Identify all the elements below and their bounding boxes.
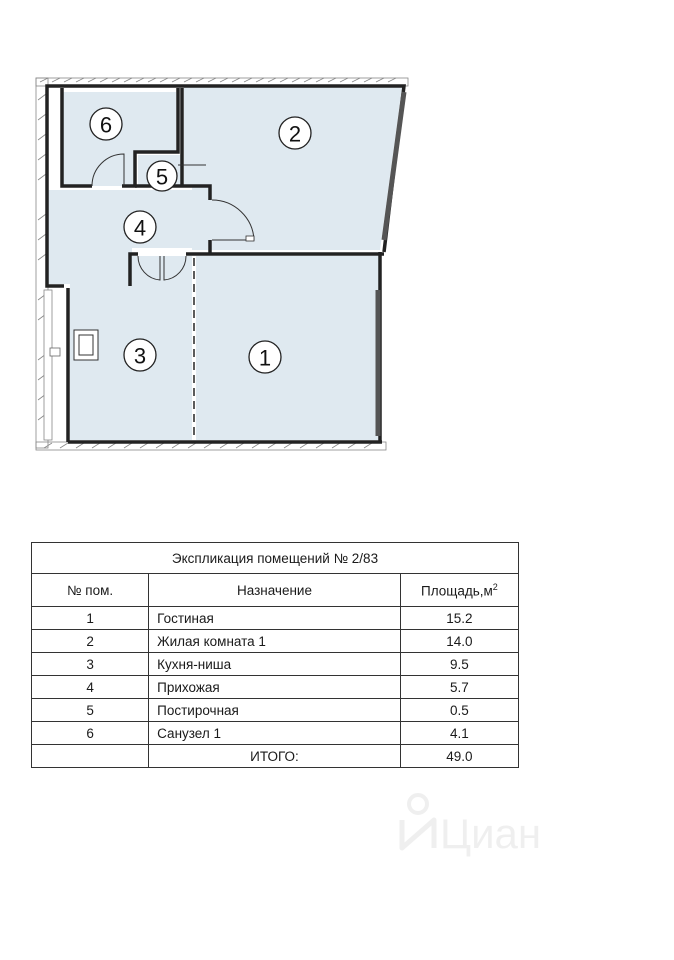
room-fills bbox=[47, 87, 402, 440]
cell-area: 5.7 bbox=[400, 676, 518, 699]
room-marker-1 bbox=[249, 341, 281, 373]
cell-number: 4 bbox=[32, 676, 149, 699]
room-marker-2 bbox=[279, 117, 311, 149]
table-total-row bbox=[32, 745, 519, 768]
header-number: № пом. bbox=[32, 574, 149, 607]
room-number-4: 4 bbox=[133, 215, 147, 241]
room-marker-5 bbox=[147, 161, 177, 191]
header-purpose: Назначение bbox=[149, 574, 401, 607]
explication-title: Экспликация помещений № 2/83 bbox=[32, 543, 519, 574]
cell-purpose: Кухня-ниша bbox=[149, 653, 401, 676]
table-row bbox=[32, 699, 519, 722]
table-row bbox=[32, 676, 519, 699]
room-marker-3 bbox=[124, 339, 156, 371]
room-2-area bbox=[184, 87, 402, 250]
table-row bbox=[32, 653, 519, 676]
table-row bbox=[32, 607, 519, 630]
cell-area: 9.5 bbox=[400, 653, 518, 676]
cell-number: 6 bbox=[32, 722, 149, 745]
table-row bbox=[32, 722, 519, 745]
watermark-text: Циан bbox=[440, 810, 542, 857]
header-area bbox=[400, 574, 518, 607]
room-number-3: 3 bbox=[133, 343, 147, 369]
cell-purpose: Постирочная bbox=[149, 699, 401, 722]
floor-plan bbox=[0, 0, 674, 470]
total-label: ИТОГО: bbox=[149, 745, 401, 768]
room-number-6: 6 bbox=[99, 112, 113, 138]
header-area-label: Площадь,м bbox=[420, 583, 493, 599]
cell-number: 5 bbox=[32, 699, 149, 722]
table-row bbox=[32, 630, 519, 653]
room-number-2: 2 bbox=[288, 121, 302, 147]
explication-table bbox=[31, 542, 519, 768]
cell-number: 2 bbox=[32, 630, 149, 653]
header-area-unit: 2 bbox=[492, 581, 498, 592]
total-area: 49.0 bbox=[400, 745, 518, 768]
cell-area: 0.5 bbox=[400, 699, 518, 722]
cell-purpose: Санузел 1 bbox=[149, 722, 401, 745]
cian-watermark bbox=[384, 790, 594, 860]
room-number-5: 5 bbox=[155, 164, 169, 190]
explication-rows bbox=[32, 607, 519, 745]
cian-logo-icon bbox=[402, 795, 434, 848]
cell-purpose: Гостиная bbox=[149, 607, 401, 630]
column-detail bbox=[50, 348, 60, 356]
cell-area: 4.1 bbox=[400, 722, 518, 745]
stove-icon bbox=[74, 330, 98, 360]
cell-area: 14.0 bbox=[400, 630, 518, 653]
room-1-area bbox=[196, 256, 380, 440]
cell-purpose: Жилая комната 1 bbox=[149, 630, 401, 653]
room-marker-6 bbox=[90, 108, 122, 140]
cell-purpose: Прихожая bbox=[149, 676, 401, 699]
cell-number: 1 bbox=[32, 607, 149, 630]
room-marker-4 bbox=[124, 211, 156, 243]
cell-area: 15.2 bbox=[400, 607, 518, 630]
room-number-1: 1 bbox=[258, 345, 272, 371]
cell-number: 3 bbox=[32, 653, 149, 676]
total-empty-cell bbox=[32, 745, 149, 768]
